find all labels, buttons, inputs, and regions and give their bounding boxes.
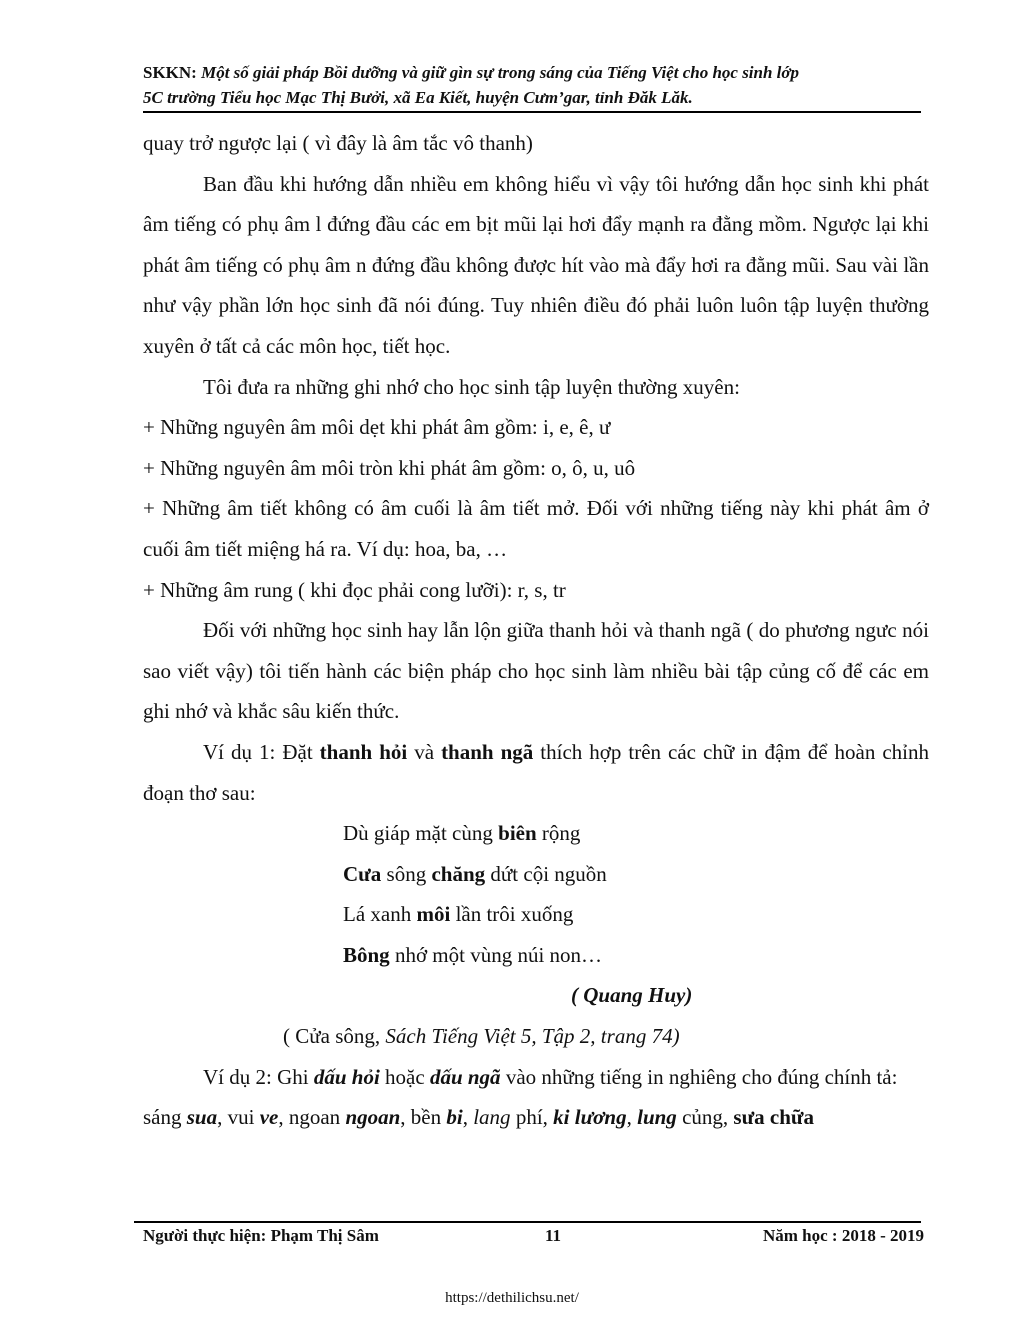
poem: [143, 813, 929, 975]
text-run: và: [407, 739, 442, 764]
paragraph-4: Đối với những học sinh hay lẫn lộn giữa thanh hỏi và thanh ngã ( do phương ngưc nói sao viết vậy) tôi tiến hành các biện pháp cho học sinh làm nhiều bài tập củng cố để các em ghi nhớ và khắc sâu kiến thức.: [143, 618, 929, 724]
text-run: Ví dụ 2: Ghi: [203, 1064, 314, 1089]
poem-line: [143, 935, 929, 976]
poem-line: [143, 813, 929, 854]
exercise-word: ki lương: [553, 1105, 627, 1130]
list-item: + Những âm rung ( khi đọc phải cong lưỡi): r, s, tr: [143, 577, 566, 602]
header-prefix: SKKN:: [143, 63, 197, 82]
header-divider: [143, 111, 921, 113]
text-run: phí,: [510, 1105, 554, 1130]
bold-italic-term: dấu ngã: [429, 1064, 501, 1089]
text-run: Dù giáp mặt cùng: [343, 821, 499, 846]
exercise-word: bi: [446, 1105, 463, 1130]
header-title-2: 5C trường Tiểu học Mạc Thị Bưởi, xã Ea Kiết, huyện Cưm’gar, tỉnh Đăk Lăk.: [143, 88, 693, 107]
text-run: sông: [381, 861, 432, 886]
text-run: ( Cửa sông,: [283, 1024, 386, 1049]
example-2: [143, 1057, 929, 1098]
bold-term: Cưa: [343, 861, 382, 886]
exercise-word: sua: [186, 1105, 218, 1130]
text-run: Ví dụ 1: Đặt: [203, 739, 320, 764]
text-run: thích hợp trên các chữ in đậm để hoàn chỉnh đoạn thơ sau:: [143, 739, 930, 805]
poem-line: [143, 854, 929, 895]
bold-term: biên: [498, 821, 537, 846]
paragraph-3: Tôi đưa ra những ghi nhớ cho học sinh tập luyện thường xuyên:: [203, 374, 740, 399]
list-item: + Những nguyên âm môi dẹt khi phát âm gồm: i, e, ê, ư: [143, 415, 611, 440]
text-run: , vui: [217, 1105, 260, 1130]
exercise-word: lung: [637, 1105, 677, 1130]
paragraph-2: Ban đầu khi hướng dẫn nhiều em không hiểu vì vậy tôi hướng dẫn học sinh khi phát âm tiếng có phụ âm l đứng đầu các em bịt mũi lại hơi đẩy mạnh ra đằng mồm. Ngược lại khi phát âm tiếng có phụ âm n đứng đầu không được hít vào mà đẩy hơi ra đằng mũi. Sau vài lần như vậy phần lớn học sinh đã nói đúng. Tuy nhiên điều đó phải luôn luôn tập luyện thường xuyên ở tất cả các môn học, tiết học.: [143, 171, 929, 358]
italic-term: Sách Tiếng Việt 5, Tập 2, trang 74): [385, 1024, 680, 1049]
exercise-word: ve: [259, 1105, 279, 1130]
text-run: ,: [462, 1105, 474, 1130]
poem-line: [143, 894, 929, 935]
text-run: sáng: [143, 1105, 187, 1130]
text-run: vào những tiếng in nghiêng cho đúng chính tả:: [500, 1064, 898, 1089]
poem-source: [143, 1016, 929, 1057]
text-run: ,: [626, 1105, 638, 1130]
header-title-1: Một số giải pháp Bồi dưỡng và giữ gìn sự trong sáng của Tiếng Việt cho học sinh lớp: [201, 63, 800, 82]
bold-term: chăng: [431, 861, 486, 886]
exercise-word: lang: [473, 1105, 511, 1130]
page-header: [143, 60, 921, 110]
footer-divider: [134, 1221, 921, 1223]
bold-term: thanh ngã: [441, 739, 534, 764]
example-1: [143, 732, 929, 813]
exercise-words: [143, 1097, 929, 1138]
bold-term: môi: [416, 902, 451, 927]
text-run: hoặc: [379, 1064, 430, 1089]
footer-author: Người thực hiện: Phạm Thị Sâm: [143, 1226, 379, 1245]
text-run: rộng: [536, 821, 581, 846]
exercise-word: sưa chữa: [733, 1105, 815, 1130]
text-run: củng,: [676, 1105, 734, 1130]
bold-italic-term: dấu hỏi: [313, 1064, 380, 1089]
text-run: dứt cội nguồn: [485, 861, 607, 886]
bold-term: thanh hỏi: [319, 739, 408, 764]
header-line-1: [143, 60, 921, 85]
footer-year: Năm học : 2018 - 2019: [762, 1226, 924, 1245]
list-item: + Những âm tiết không có âm cuối là âm tiết mở. Đối với những tiếng này khi phát âm ở cuối âm tiết miệng há ra. Ví dụ: hoa, ba, …: [143, 496, 929, 561]
paragraph-1: quay trở ngược lại ( vì đây là âm tắc vô thanh): [143, 131, 533, 155]
list-item: + Những nguyên âm môi tròn khi phát âm gồm: o, ô, u, uô: [143, 455, 636, 480]
page-number: 11: [545, 1226, 562, 1245]
document-body: [143, 123, 929, 1138]
text-run: lần trôi xuống: [450, 902, 574, 927]
bold-term: Bông: [343, 942, 390, 967]
exercise-word: ngoan: [345, 1105, 401, 1130]
text-run: , ngoan: [278, 1105, 346, 1130]
text-run: nhớ một vùng núi non…: [389, 942, 603, 967]
text-run: , bền: [400, 1105, 447, 1130]
source-url: https://dethilichsu.net/: [445, 1290, 579, 1306]
poem-author: ( Quang Huy): [571, 983, 693, 1008]
text-run: Lá xanh: [343, 902, 417, 927]
